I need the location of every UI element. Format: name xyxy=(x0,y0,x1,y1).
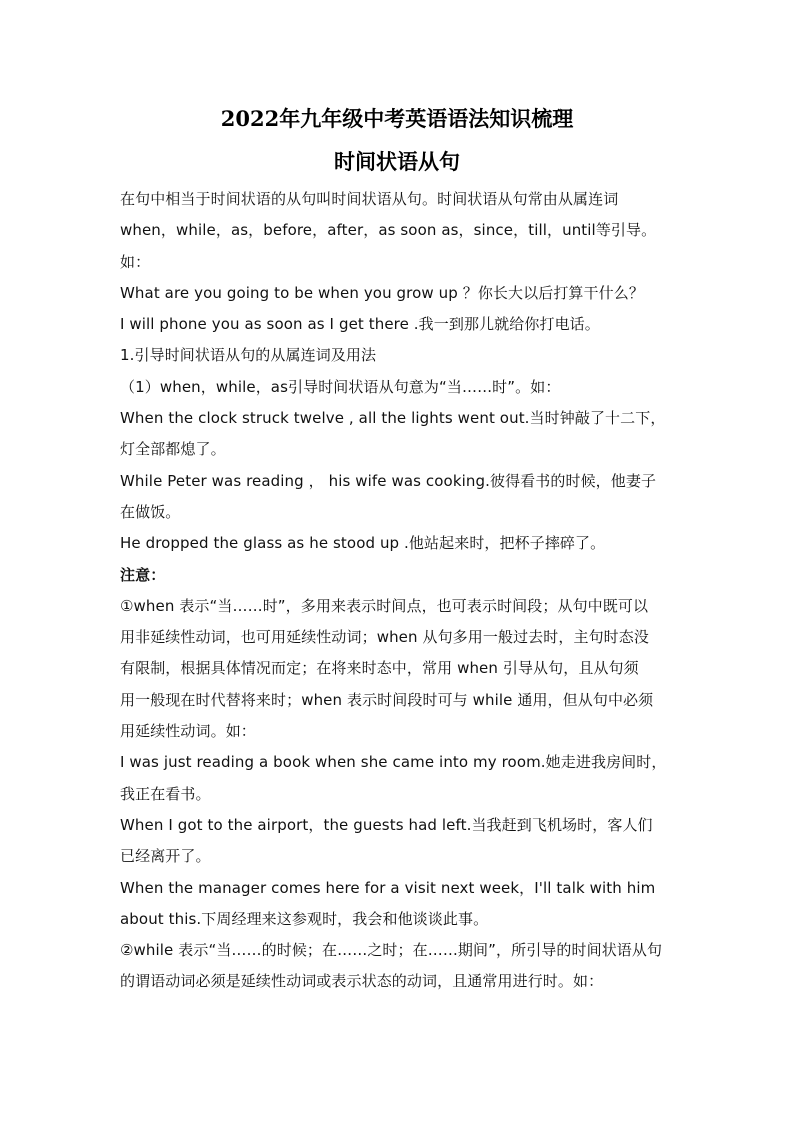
note-line: ②while 表示“当……的时候；在……之时；在……期间”，所引导的时间状语从句 xyxy=(120,941,663,960)
example-line: about this.下周经理来这参观时，我会和他谈谈此事。 xyxy=(120,909,489,928)
paragraph-line: 在句中相当于时间状语的从句叫时间状语从句。时间状语从句常由从属连词 xyxy=(120,190,619,208)
example-line: I was just reading a book when she came into my room.她走进我房间时， xyxy=(120,753,667,772)
example-line: I will phone you as soon as I get there .我一到那儿就给你打电话。 xyxy=(120,315,600,334)
example-line: 已经离开了。 xyxy=(120,847,211,866)
example-line: What are you going to be when you grow up ？你长大以后打算干什么？ xyxy=(120,283,644,302)
paragraph-line: when，while，as，before，after，as soon as，since，till，until等引导。 xyxy=(120,221,657,240)
example-line: 灯全部都熄了。 xyxy=(120,440,226,459)
subsection-heading: （1）when，while，as引导时间状语从句意为“当……时”。如： xyxy=(120,377,561,396)
note-heading: 注意： xyxy=(120,565,166,584)
note-line: ①when 表示“当……时”，多用来表示时间点，也可表示时间段；从句中既可以 xyxy=(120,596,649,615)
section-heading: 1.引导时间状语从句的从属连词及用法 xyxy=(120,346,377,365)
example-line: He dropped the glass as he stood up .他站起来时，把杯子摔碎了。 xyxy=(120,534,606,553)
example-line: When I got to the airport，the guests had left.当我赶到飞机场时，客人们 xyxy=(120,815,653,834)
paragraph-line: 如： xyxy=(120,252,151,271)
note-line: 用非延续性动词，也可用延续性动词；when 从句多用一般过去时，主句时态没 xyxy=(120,628,649,647)
example-line: When the clock struck twelve , all the lights went out.当时钟敲了十二下， xyxy=(120,409,666,428)
example-line: 我正在看书。 xyxy=(120,784,211,803)
note-line: 用一般现在时代替将来时；when 表示时间段时可与 while 通用，但从句中必须 xyxy=(120,690,654,709)
example-line: When the manager comes here for a visit next week，I'll talk with him xyxy=(120,878,656,897)
note-line: 用延续性动词。如： xyxy=(120,722,256,741)
document-title: 2022年九年级中考英语语法知识梳理 xyxy=(220,106,574,131)
example-line: While Peter was reading ， his wife was cooking.彼得看书的时候，他妻子 xyxy=(120,471,657,490)
note-line: 有限制，根据具体情况而定；在将来时态中，常用 when 引导从句，且从句须 xyxy=(120,659,639,678)
example-line: 在做饭。 xyxy=(120,502,181,521)
note-line: 的谓语动词必须是延续性动词或表示状态的动词，且通常用进行时。如： xyxy=(120,972,604,991)
document-body xyxy=(120,184,700,998)
document-subtitle: 时间状语从句 xyxy=(334,149,460,174)
